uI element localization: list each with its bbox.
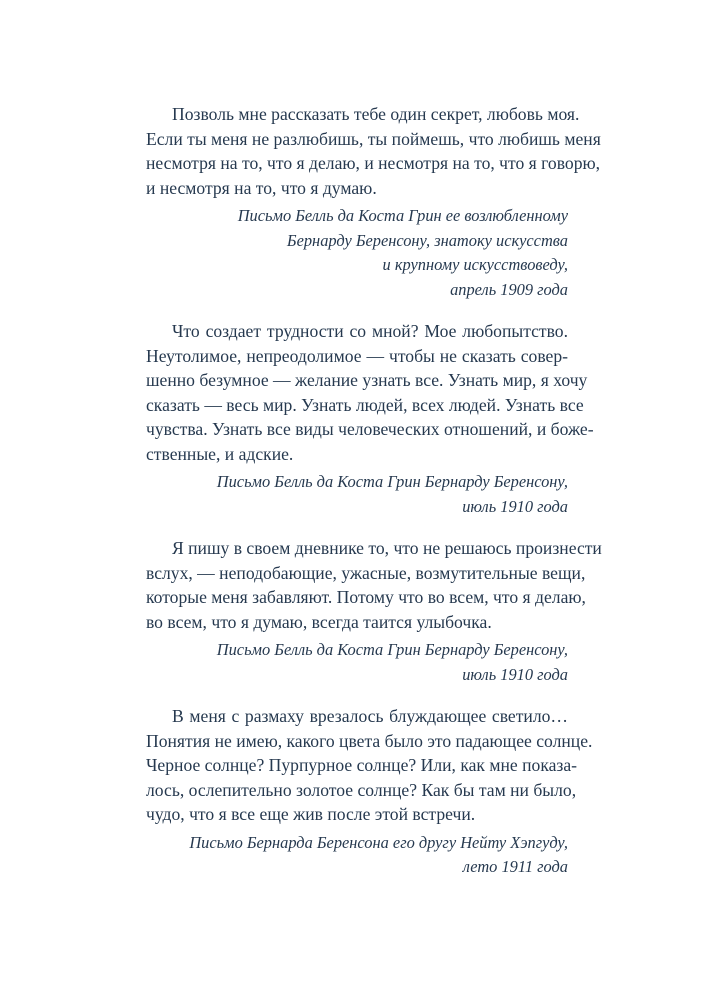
text-line: Черное солнце? Пурпурное солнце? Или, как мне показа- [146,755,578,775]
quote-text [146,319,594,466]
attribution-date: апрель 1909 года [450,279,568,299]
text-line: и несмотря на то, что я думаю. [146,177,377,198]
text-line: чудо, что я все еще жив после этой встречи. [146,804,476,824]
attribution-date: июль 1910 года [462,496,568,516]
epigraph-4 [146,704,593,880]
quote-attribution [146,831,568,880]
quote-text [146,704,593,827]
epigraph-2 [146,319,594,519]
text-line: Понятия не имею, какого цвета было это падающее солнце. [146,730,593,751]
quote-attribution [146,204,568,302]
text-line: несмотря на то, что я делаю, и несмотря на то, что я говорю, [146,153,601,173]
attribution-line: Письмо Белль да Коста Грин Бернарду Беренсону, [216,640,568,659]
quote-attribution [146,470,568,519]
text-line: В меня с размаху врезалось блуждающее светило… [172,706,568,726]
epigraph-3 [146,536,602,687]
text-line: Что создает трудности со мной? Мое любопытство. [172,321,568,341]
text-line: Я пишу в своем дневнике то, что не решаюсь произнести [172,538,602,558]
text-line: которые меня забавляют. Потому что во всем, что я делаю, [146,587,586,607]
text-line: вслух, — неподобающие, ужасные, возмутительные вещи, [146,562,586,583]
attribution-date: лето 1911 года [462,857,568,876]
attribution-date: июль 1910 года [462,664,568,684]
attribution-line: и крупному искусствоведу, [382,255,568,274]
text-line: во всем, что я думаю, всегда таится улыбочка. [146,611,492,632]
text-line: ственные, и адские. [146,443,294,464]
attribution-line: Бернарду Беренсону, знатоку искусства [286,230,568,250]
attribution-line: Письмо Бернарда Беренсона его другу Нейту Хэпгуду, [189,832,568,852]
text-line: Позволь мне рассказать тебе один секрет, любовь моя. [172,104,580,124]
text-line: лось, ослепительно золотое солнце? Как бы там ни было, [146,779,577,800]
text-line: Неутолимое, непреодолимое — чтобы не сказать совер- [146,345,568,366]
text-line: Если ты меня не разлюбишь, ты поймешь, что любишь меня [146,128,601,149]
text-line: чувства. Узнать все виды человеческих отношений, и боже- [146,419,594,439]
quote-attribution [146,638,568,687]
quote-text [146,536,602,634]
text-line: шенно безумное — желание узнать все. Узнать мир, я хочу [146,370,588,390]
attribution-line: Письмо Белль да Коста Грин ее возлюбленному [237,206,568,225]
quote-text [146,102,601,200]
text-line: сказать — весь мир. Узнать людей, всех людей. Узнать все [146,394,584,415]
attribution-line: Письмо Белль да Коста Грин Бернарду Беренсону, [216,472,568,491]
epigraph-1 [146,102,601,302]
